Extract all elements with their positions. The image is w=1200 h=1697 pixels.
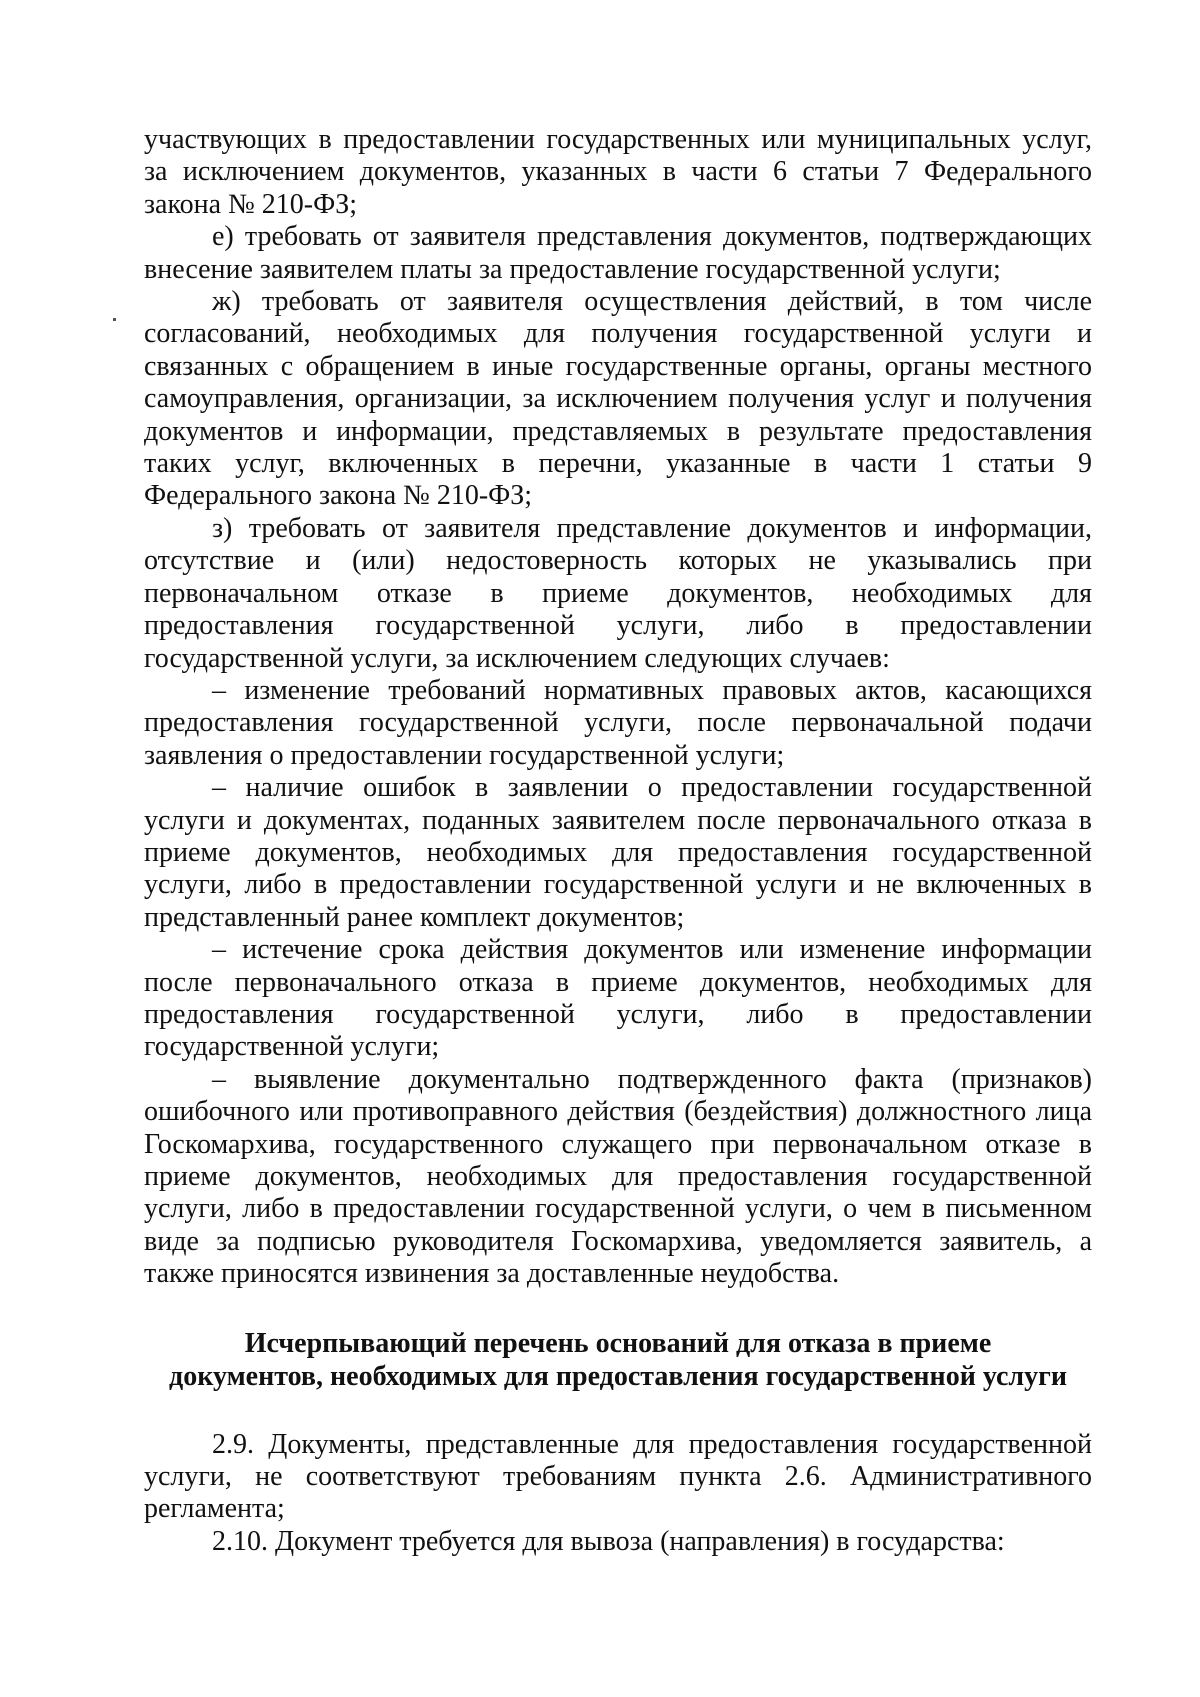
section-heading-line-1: Исчерпывающий перечень оснований для отказа в приеме (244, 1327, 992, 1359)
paragraph-case-1: – изменение требований нормативных правовых актов, касающихся предоставления государственной услуги, после первоначальной подачи заявления о предоставлении государственной услуги; (144, 674, 1092, 771)
paragraph-case-4: – выявление документально подтвержденного факта (признаков) ошибочного или противоправного действия (бездействия) должностного лица Госкомархива, государственного служащего при первоначальном отказе в приеме документов, необходимых для предоставления государственной услуги, либо в предоставлении государственной услуги, о чем в письменном виде за подписью руководителя Госкомархива, уведомляется заявитель, а также приносятся извинения за доставленные неудобства. (144, 1063, 1092, 1290)
section-heading (144, 1327, 1092, 1393)
paragraph-case-2: – наличие ошибок в заявлении о предоставлении государственной услуги и документах, поданных заявителем после первоначального отказа в приеме документов, необходимых для предоставления государственной услуги, либо в предоставлении государственной услуги и не включенных в представленный ранее комплект документов; (144, 772, 1092, 933)
paragraph-2-10: 2.10. Документ требуется для вывоза (направления) в государства: (212, 1525, 1005, 1557)
paragraph-item-z: з) требовать от заявителя представление документов и информации, отсутствие и (или) недостоверность которых не указывались при первоначальном отказе в приеме документов, необходимых для предоставления государственной услуги, либо в предоставлении государственной услуги, за исключением следующих случаев: (144, 512, 1092, 674)
paragraph-2-9: 2.9. Документы, представленные для предоставления государственной услуги, не соответствуют требованиям пункта 2.6. Административного регламента; (144, 1428, 1092, 1525)
paragraph-continuation: участвующих в предоставлении государственных или муниципальных услуг, за исключением документов, указанных в части 6 статьи 7 Федерального закона № 210-ФЗ; (144, 124, 1092, 220)
section-heading-line-2: документов, необходимых для предоставления государственной услуги (169, 1360, 1067, 1392)
document-page (144, 124, 1092, 1558)
scan-mark (113, 318, 116, 321)
paragraph-case-3: – истечение срока действия документов или изменение информации после первоначального отказа в приеме документов, необходимых для предоставления государственной услуги, либо в предоставлении государственной услуги; (144, 934, 1092, 1063)
paragraph-item-zh: ж) требовать от заявителя осуществления действий, в том числе согласований, необходимых для получения государственной услуги и связанных с обращением в иные государственные органы, органы местного самоуправления, организации, за исключением получения услуг и получения документов и информации, представляемых в результате предоставления таких услуг, включенных в перечни, указанные в части 1 статьи 9 Федерального закона № 210-ФЗ; (144, 286, 1092, 512)
paragraph-item-e: е) требовать от заявителя представления документов, подтверждающих внесение заявителем платы за предоставление государственной услуги; (144, 221, 1092, 285)
